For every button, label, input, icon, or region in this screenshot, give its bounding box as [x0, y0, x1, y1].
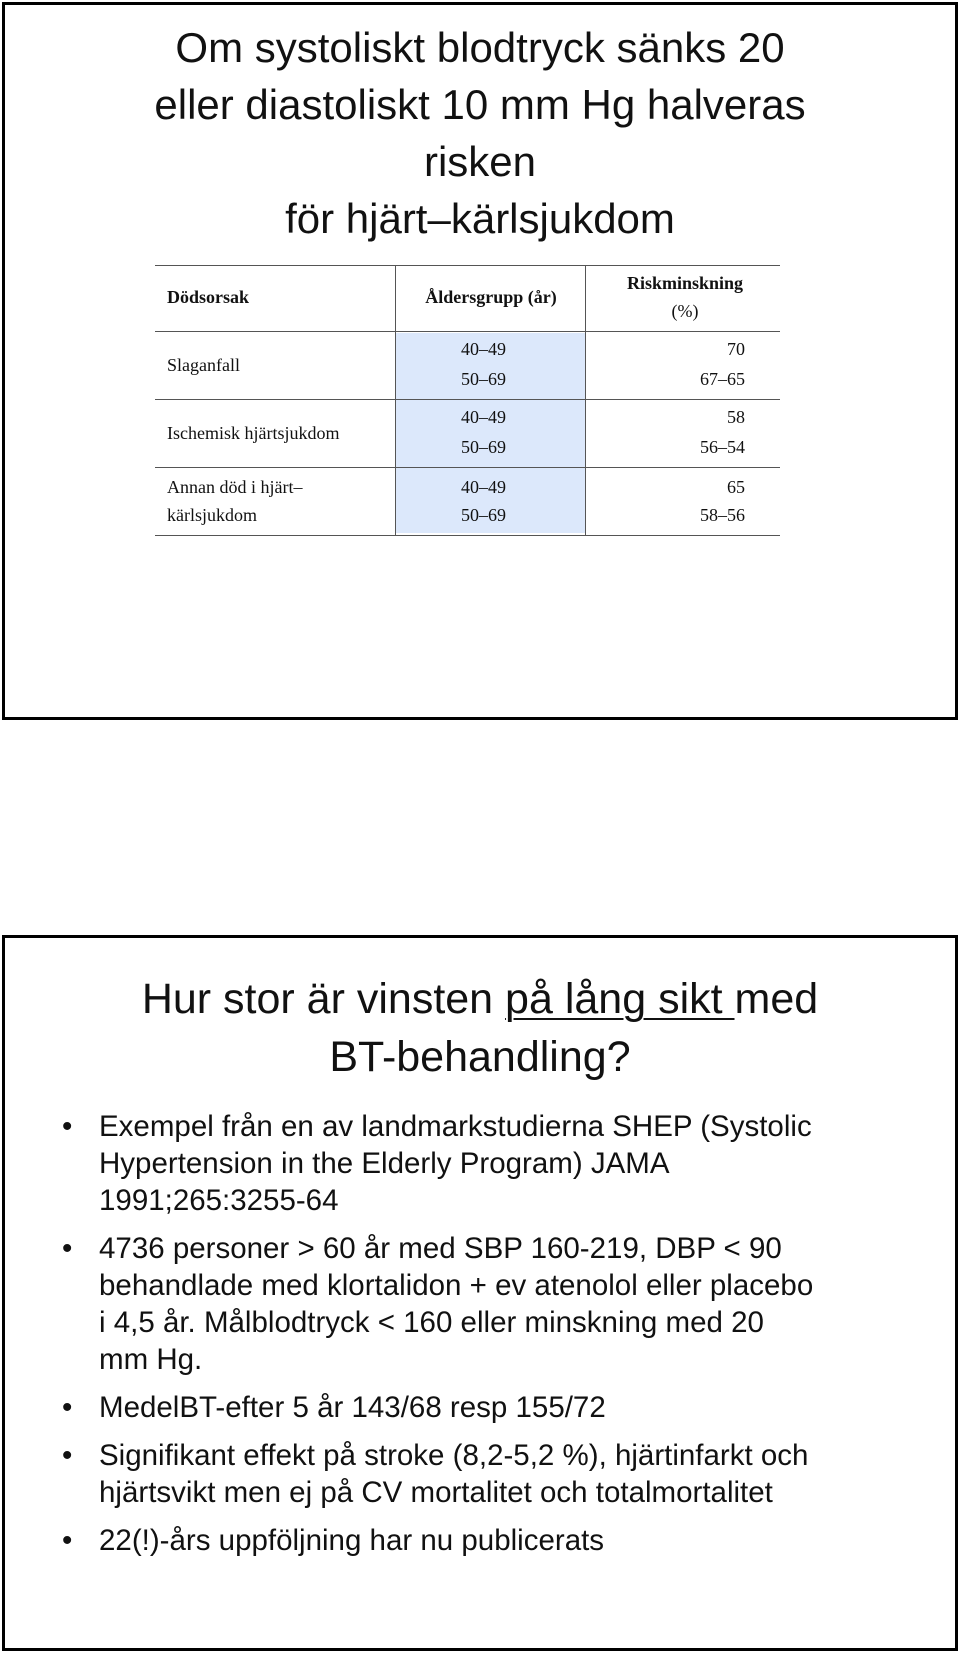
- row-age: 50–69: [461, 369, 506, 389]
- bullet-icon: •: [62, 1524, 73, 1557]
- title-line: BT-behandling?: [329, 1033, 631, 1081]
- list-item: [59, 1437, 939, 1511]
- list-item: [59, 1108, 939, 1219]
- row-age: 40–49: [461, 477, 506, 497]
- bullet-line: mm Hg.: [99, 1343, 203, 1376]
- table-rule: [155, 535, 780, 536]
- row-cause: kärlsjukdom: [167, 505, 257, 525]
- title-line: risken: [423, 138, 537, 185]
- table-rule: [155, 467, 780, 468]
- bullet-icon: •: [62, 1391, 73, 1424]
- age-column-highlight: [395, 333, 585, 533]
- bullet-list: [59, 1108, 939, 1570]
- bullet-line: behandlade med klortalidon + ev atenolol eller placebo: [99, 1269, 814, 1302]
- bullet-line: 1991;265:3255-64: [99, 1184, 339, 1217]
- row-risk: 70: [727, 339, 745, 359]
- table-divider: [585, 265, 586, 535]
- header-age: Åldersgrupp (år): [425, 287, 557, 307]
- slide-2: [2, 935, 958, 1651]
- row-risk: 56–54: [700, 437, 745, 457]
- table-rule: [155, 399, 780, 400]
- row-age: 40–49: [461, 407, 506, 427]
- row-risk: 58–56: [700, 505, 745, 525]
- bullet-icon: •: [62, 1110, 73, 1143]
- header-risk-unit: (%): [671, 301, 699, 321]
- bullet-line: Signifikant effekt på stroke (8,2-5,2 %), hjärtinfarkt och: [99, 1439, 809, 1472]
- bullet-icon: •: [62, 1439, 73, 1472]
- row-cause: Annan död i hjärt–: [167, 477, 303, 497]
- title-underlined-text: på lång sikt: [505, 975, 735, 1023]
- bullet-line: MedelBT-efter 5 år 143/68 resp 155/72: [99, 1391, 606, 1424]
- row-cause: Slaganfall: [167, 355, 240, 375]
- bullet-line: Exempel från en av landmarkstudierna SHEP (Systolic: [99, 1110, 812, 1143]
- title-line: för hjärt–kärlsjukdom: [285, 195, 675, 242]
- bullet-line: 22(!)-års uppföljning har nu publicerats: [99, 1524, 605, 1557]
- row-age: 50–69: [461, 505, 506, 525]
- title-line: eller diastoliskt 10 mm Hg halveras: [154, 81, 806, 128]
- list-item: [59, 1522, 939, 1559]
- bullet-line: 4736 personer > 60 år med SBP 160-219, DBP < 90: [99, 1232, 782, 1265]
- title-line: Om systoliskt blodtryck sänks 20: [175, 24, 785, 71]
- bullet-icon: •: [62, 1232, 73, 1265]
- table-rule: [155, 265, 780, 266]
- list-item: [59, 1389, 939, 1426]
- title-text: Hur stor är vinsten: [141, 975, 506, 1023]
- header-risk: Riskminskning: [626, 273, 744, 293]
- row-risk: 67–65: [700, 369, 745, 389]
- header-cause: Dödsorsak: [167, 287, 250, 307]
- row-risk: 58: [727, 407, 745, 427]
- title-text: med: [734, 975, 819, 1023]
- slide-2-title: [5, 970, 955, 1086]
- row-risk: 65: [727, 477, 745, 497]
- table-divider: [395, 265, 396, 535]
- bullet-line: i 4,5 år. Målblodtryck < 160 eller minskning med 20: [99, 1306, 764, 1339]
- slide-1: [2, 2, 958, 720]
- slide-1-title: [5, 19, 955, 247]
- list-item: [59, 1230, 939, 1378]
- row-age: 50–69: [461, 437, 506, 457]
- row-age: 40–49: [461, 339, 506, 359]
- bullet-line: hjärtsvikt men ej på CV mortalitet och totalmortalitet: [99, 1476, 773, 1509]
- table-rule: [155, 331, 780, 332]
- row-cause: Ischemisk hjärtsjukdom: [167, 423, 340, 443]
- bullet-line: Hypertension in the Elderly Program) JAMA: [99, 1147, 670, 1180]
